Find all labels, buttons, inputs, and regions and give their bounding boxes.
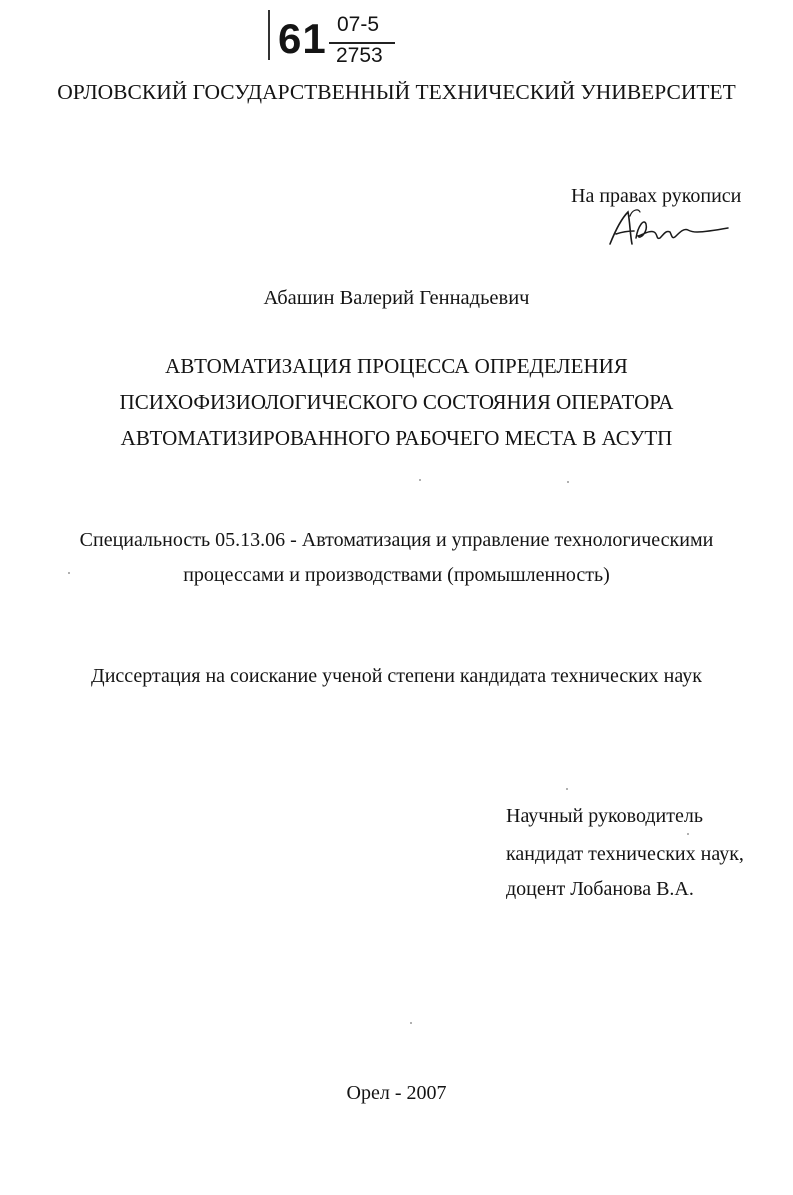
dissertation-title-line: АВТОМАТИЗАЦИЯ ПРОЦЕССА ОПРЕДЕЛЕНИЯ (165, 354, 628, 378)
manuscript-rights-label: На правах рукописи (571, 185, 742, 207)
university-name: ОРЛОВСКИЙ ГОСУДАРСТВЕННЫЙ ТЕХНИЧЕСКИЙ УНИВЕРСИТЕТ (57, 80, 736, 104)
scan-speck (410, 1022, 412, 1024)
degree-statement: Диссертация на соискание ученой степени кандидата технических наук (91, 665, 702, 687)
stamp-top-code: 07-5 (337, 13, 380, 36)
supervisor-role: Научный руководитель (506, 805, 703, 827)
scan-speck (566, 788, 568, 790)
author-name: Абашин Валерий Геннадьевич (263, 287, 530, 309)
scan-speck (68, 572, 70, 574)
specialty-line: Специальность 05.13.06 - Автоматизация и управление технологическими (79, 529, 714, 551)
supervisor-degree: кандидат технических наук, (506, 843, 744, 865)
stamp-main-number: 61 (278, 15, 327, 62)
stamp-divider (268, 10, 270, 60)
stamp-bottom-code: 2753 (336, 44, 383, 67)
supervisor-name: доцент Лобанова В.А. (506, 878, 694, 900)
scan-speck (567, 481, 569, 483)
dissertation-title-line: АВТОМАТИЗИРОВАННОГО РАБОЧЕГО МЕСТА В АСУТП (120, 426, 673, 450)
scan-speck (687, 833, 689, 835)
dissertation-title-line: ПСИХОФИЗИОЛОГИЧЕСКОГО СОСТОЯНИЯ ОПЕРАТОРА (119, 390, 674, 414)
specialty-line: процессами и производствами (промышленность) (183, 564, 610, 586)
scan-speck (419, 479, 421, 481)
handwritten-signature (600, 204, 730, 250)
city-year: Орел - 2007 (346, 1082, 447, 1104)
